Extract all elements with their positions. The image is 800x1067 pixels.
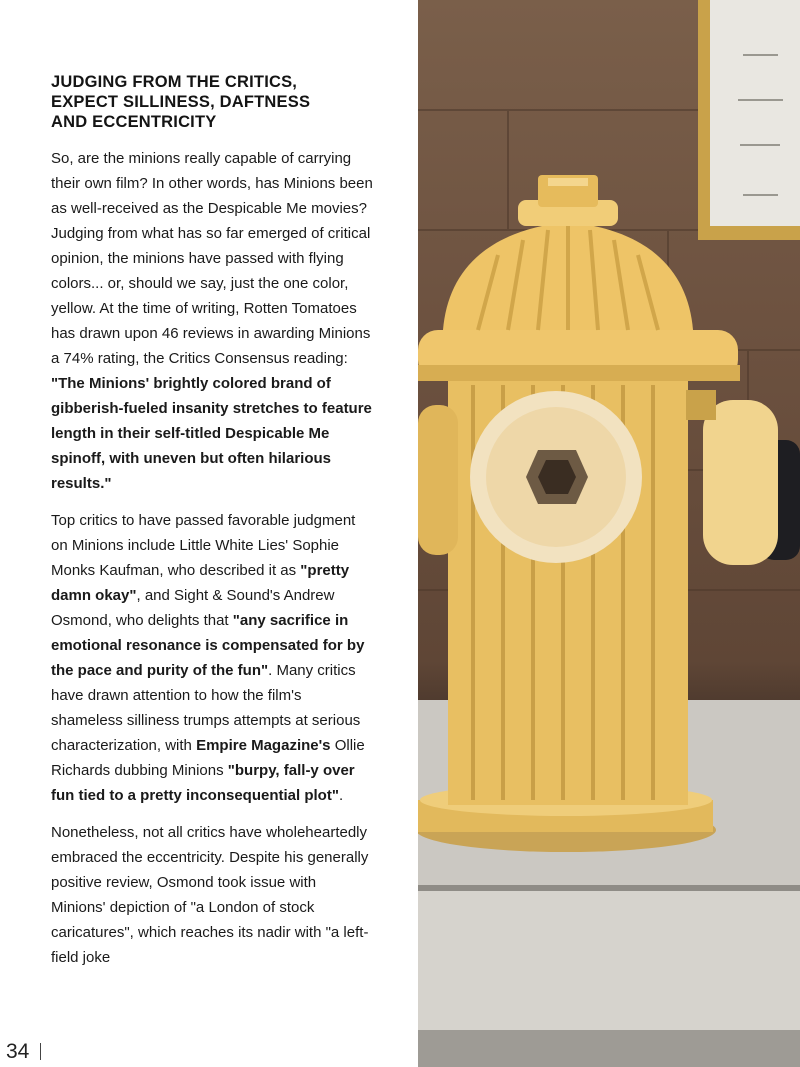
hydrant-photo [418, 0, 800, 1067]
p2-text-a: Top critics to have passed favorable judgment on Minions include Little White Lies' Sophie Monks Kaufman, who described it as [51, 512, 356, 579]
p2-text-i: . [338, 787, 344, 804]
article-column [51, 72, 373, 982]
kaufman-quote: "pretty damn okay" [51, 562, 350, 604]
p1-text: So, are the minions really capable of carrying their own film? In other words, has Minions been as well-received as the Despicable Me movies? Judging from what has so far emerged of critical opinion, the minions have passed with flying colors... or, should we say, just the one color, yellow. At the time of writing, Rotten Tomatoes has drawn upon 46 reviews in awarding Minions a 74% rating, the Critics Consensus reading: [51, 150, 373, 367]
paragraph-1 [51, 146, 373, 496]
p2-text-e: . Many critics have drawn attention to how the film's shameless silliness trumps attempts at serious characterization, with [51, 662, 361, 754]
p2-text-g: Ollie Richards dubbing Minions [51, 737, 365, 779]
critics-consensus-quote: "The Minions' brightly colored brand of gibberish-fueled insanity stretches to feature length in their self-titled Despicable Me spinoff, with uneven but often hilarious results." [51, 375, 372, 492]
richards-quote: "burpy, fall-y over fun tied to a pretty inconsequential plot" [51, 762, 355, 804]
paragraph-2 [51, 508, 373, 808]
page-number-divider [40, 1043, 41, 1060]
paragraph-3: Nonetheless, not all critics have wholeheartedly embraced the eccentricity. Despite his generally positive review, Osmond took issue with Minions' depiction of "a London of stock caricatures", which reaches its nadir with "a left-field joke [51, 824, 369, 966]
heading-line-3: AND ECCENTRICITY [51, 113, 217, 131]
heading-line-2: EXPECT SILLINESS, DAFTNESS [51, 93, 311, 111]
p2-text-c: , and Sight & Sound's Andrew Osmond, who delights that [51, 587, 335, 629]
empire-magazine-name: Empire Magazine's [196, 737, 331, 754]
section-heading [51, 72, 373, 132]
osmond-quote: "any sacrifice in emotional resonance is compensated for by the pace and purity of the fun" [51, 612, 365, 679]
hydrant-illustration [418, 0, 800, 1067]
heading-line-1: JUDGING FROM THE CRITICS, [51, 73, 298, 91]
page-number: 34 [6, 1040, 30, 1063]
